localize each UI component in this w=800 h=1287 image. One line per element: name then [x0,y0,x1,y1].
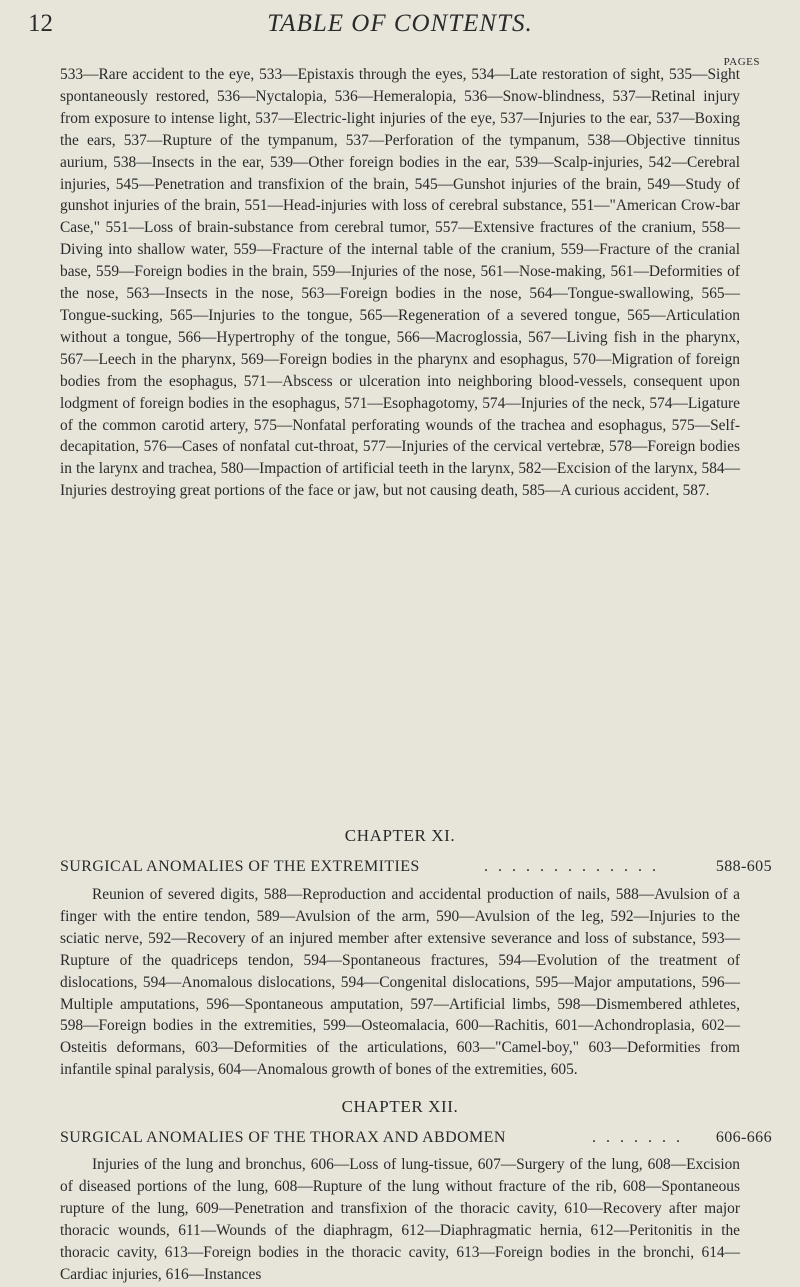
page-number: 12 [28,10,53,37]
chapter-xi-page-range: 588-605 [715,858,772,875]
running-title: TABLE OF CONTENTS. [267,10,533,37]
leader-dots: . . . . . . . [592,1129,683,1146]
leader-dots: . . . . . . . . . . . . . [484,858,659,875]
chapter-xii-section-row [0,1129,800,1153]
chapter-xii-page-range: 606-666 [715,1129,772,1146]
chapter-xi-title: SURGICAL ANOMALIES OF THE EXTREMITIES [60,858,420,875]
chapter-xii-entries: Injuries of the lung and bronchus, 606—Loss of lung-tissue, 607—Surgery of the lung, 608—Excision of diseased portions of the lung, 608—Rupture of the lung without fracture of the rib, 608—Spontaneous rupture of the lung, 609—Penetration and transfixion of the thoracic cavity, 610—Recovery after major thoracic wounds, 611—Wounds of the diaphragm, 612—Diaphragmatic hernia, 612—Peritonitis in the thoracic cavity, 613—Foreign bodies in the thoracic cavity, 613—Foreign bodies in the bronchi, 614—Cardiac injuries, 616—Instances [60,1156,740,1283]
chapter-xi-entries: Reunion of severed digits, 588—Reproduction and accidental production of nails, 588—Avulsion of a finger with the entire tendon, 589—Avulsion of the arm, 590—Avulsion of the leg, 592—Injuries to the sciatic nerve, 592—Recovery of an injured member after extensive severance and loss of substance, 593—Rupture of the quadriceps tendon, 594—Spontaneous fractures, 594—Evolution of the treatment of dislocations, 594—Anomalous dislocations, 594—Congenital dislocations, 595—Major amputations, 596—Multiple amputations, 596—Spontaneous amputation, 597—Artificial limbs, 598—Dismembered athletes, 598—Foreign bodies in the extremities, 599—Osteomalacia, 600—Rachitis, 601—Achondroplasia, 602—Osteitis deformans, 603—Deformities of the articulations, 603—"Camel-boy," 603—Deformities from infantile spinal paralysis, 604—Anomalous growth of bones of the extremities, 605. [60,886,740,1079]
chapter-xi-heading: CHAPTER XI. [344,826,456,845]
chapter-xi-section-row [0,858,800,882]
chapter-xii-title: SURGICAL ANOMALIES OF THE THORAX AND ABDOMEN [60,1129,506,1146]
page-header [0,10,800,44]
chapter-x-continued-entries: 533—Rare accident to the eye, 533—Epistaxis through the eyes, 534—Late restoration of sight, 535—Sight spontaneously restored, 536—Nyctalopia, 536—Hemeralopia, 536—Snow-blindness, 537—Retinal injury from exposure to intense light, 537—Electric-light injuries of the eye, 537—Injuries to the ear, 537—Boxing the ears, 537—Rupture of the tympanum, 537—Perforation of the tympanum, 538—Objective tinnitus aurium, 538—Insects in the ear, 539—Other foreign bodies in the ear, 539—Scalp-injuries, 542—Cerebral injuries, 545—Penetration and transfixion of the brain, 545—Gunshot injuries of the brain, 549—Study of gunshot injuries of the brain, 551—Head-injuries with loss of cerebral substance, 551—"American Crow-bar Case," 551—Loss of brain-substance from cerebral tumor, 557—Extensive fractures of the cranium, 558—Diving into shallow water, 559—Fracture of the internal table of the cranium, 559—Fracture of the cranial base, 559—Foreign bodies in the brain, 559—Injuries of the nose, 561—Nose-making, 561—Deformities of the nose, 563—Insects in the nose, 563—Foreign bodies in the nose, 564—Tongue-swallowing, 565—Tongue-sucking, 565—Injuries to the tongue, 565—Regeneration of a severed tongue, 565—Articulation without a tongue, 566—Hypertrophy of the tongue, 566—Macroglossia, 567—Living fish in the pharynx, 567—Leech in the pharynx, 569—Foreign bodies in the pharynx and esophagus, 570—Migration of foreign bodies from the esophagus, 571—Abscess or ulceration into neighboring blood-vessels, consequent upon lodgment of foreign bodies in the esophagus, 571—Esophagotomy, 574—Injuries of the neck, 574—Ligature of the common carotid artery, 575—Nonfatal perforating wounds of the trachea and esophagus, 575—Self-decapitation, 576—Cases of nonfatal cut-throat, 577—Injuries of the cervical vertebræ, 578—Foreign bodies in the larynx and trachea, 580—Impaction of artificial teeth in the larynx, 582—Excision of the larynx, 584—Injuries destroying great portions of the face or jaw, but not causing death, 585—A curious accident, 587. [60,66,740,500]
chapter-xii-heading: CHAPTER XII. [341,1097,459,1116]
pages-column-label: PAGES [723,56,760,68]
